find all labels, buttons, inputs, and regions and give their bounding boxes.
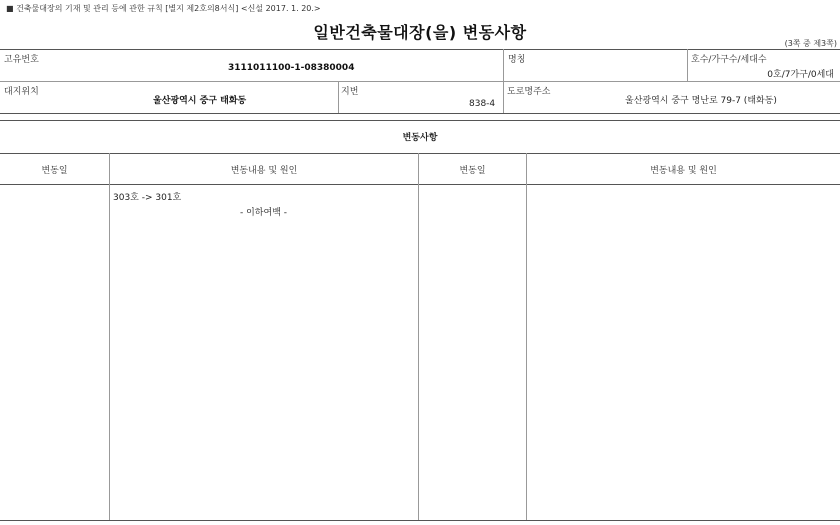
road-address-label: 도로명주소 bbox=[507, 87, 551, 97]
regulation-note: ■ 건축물대장의 기재 및 관리 등에 관한 규칙 [별지 제2호의8서식] <신설 2017. 1. 20.> bbox=[6, 4, 321, 13]
name-label: 명칭 bbox=[508, 55, 526, 65]
col-header-date-left: 변동일 bbox=[41, 166, 68, 176]
changes-header-bottom-border bbox=[0, 184, 840, 185]
info-top-border bbox=[0, 49, 840, 50]
unique-no-value: 3111011100-1-08380004 bbox=[228, 63, 355, 73]
col-header-content-right: 변동내용 및 원인 bbox=[650, 166, 717, 176]
info-col-divider-2 bbox=[687, 49, 688, 81]
info-bottom-border bbox=[0, 113, 840, 114]
units-label: 호수/가구수/세대수 bbox=[691, 55, 767, 65]
lot-number-value: 838-4 bbox=[469, 99, 496, 109]
changes-table-bottom-border bbox=[0, 520, 840, 521]
info-col-divider-3 bbox=[338, 81, 339, 113]
col-divider-2 bbox=[418, 153, 419, 520]
col-header-content-left: 변동내용 및 원인 bbox=[230, 166, 298, 176]
end-of-entries-note: - 이하여백 - bbox=[240, 208, 287, 218]
site-location-value: 울산광역시 중구 태화동 bbox=[153, 96, 247, 106]
units-value: 0호/7가구/0세대 bbox=[767, 70, 834, 80]
info-row-divider bbox=[0, 81, 840, 82]
col-header-date-right: 변동일 bbox=[459, 166, 486, 176]
unique-no-label: 고유번호 bbox=[4, 55, 39, 65]
lot-number-label: 지번 bbox=[341, 87, 359, 97]
page-count: (3쪽 중 제3쪽) bbox=[784, 39, 837, 48]
col-divider-3 bbox=[526, 153, 527, 520]
changes-header-top-border bbox=[0, 153, 840, 154]
document-title: 일반건축물대장(을) 변동사항 bbox=[313, 23, 527, 42]
changes-section-title: 변동사항 bbox=[402, 133, 438, 143]
col-divider-1 bbox=[109, 153, 110, 520]
site-location-label: 대지위치 bbox=[4, 87, 39, 97]
change-content: 303호 -> 301호 bbox=[113, 193, 182, 203]
road-address-value: 울산광역시 중구 명난로 79-7 (태화동) bbox=[625, 96, 777, 106]
info-col-divider-1 bbox=[503, 49, 504, 113]
section-top-border bbox=[0, 120, 840, 121]
